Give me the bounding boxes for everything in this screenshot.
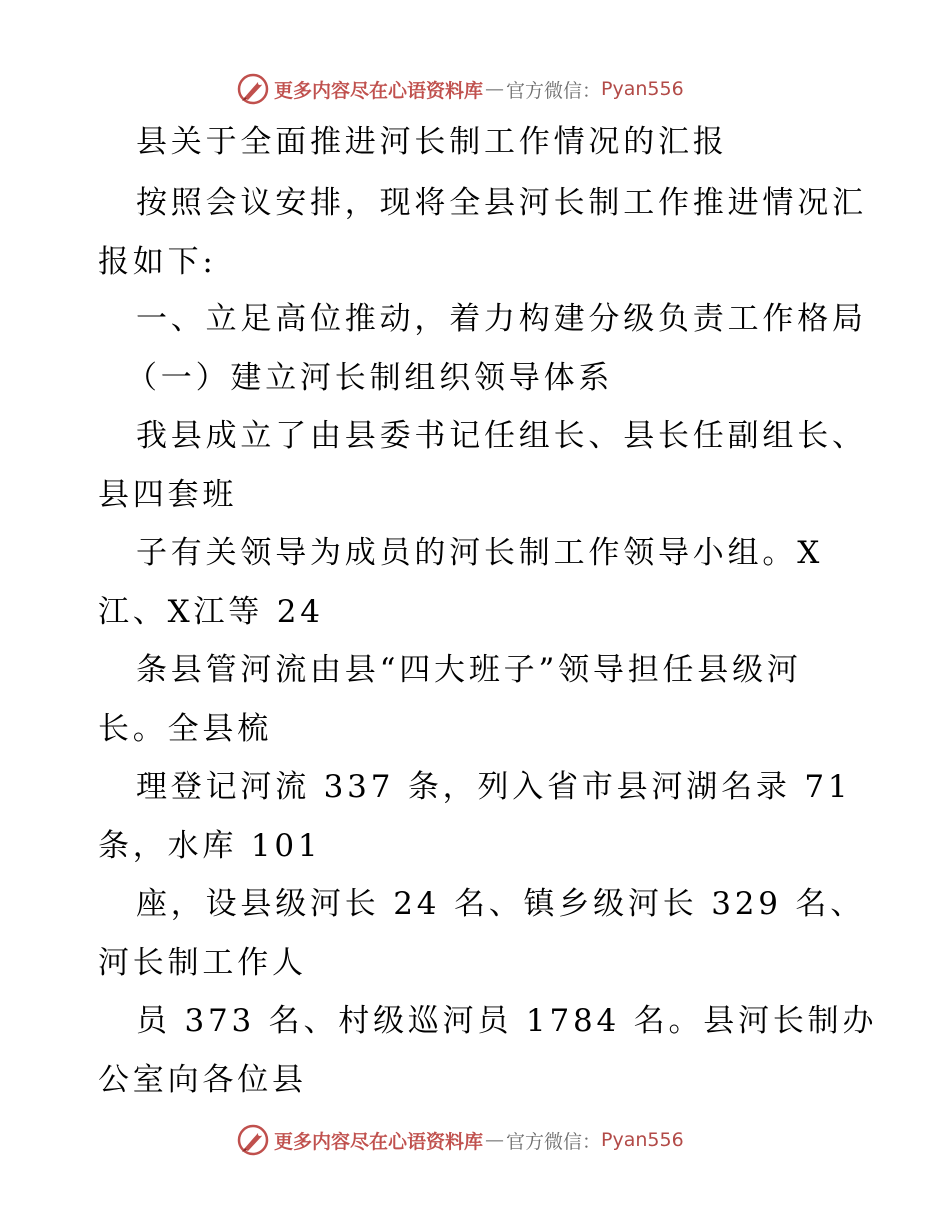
- watermark-text: 更多内容尽在心语资料库: [274, 1130, 484, 1153]
- body-line: 条县管河流由县“四大班子”领导担任县级河: [136, 652, 802, 688]
- body-line: 按照会议安排，现将全县河长制工作推进情况汇: [136, 185, 867, 221]
- watermark-colon: ：: [582, 1130, 602, 1153]
- watermark-official: 官方微信: [506, 1130, 583, 1153]
- document-title: 县关于全面推进河长制工作情况的汇报: [136, 124, 728, 160]
- watermark-id: Pyan556: [601, 78, 684, 100]
- body-line: 公室向各位县: [98, 1062, 307, 1098]
- body-line: 报如下:: [98, 244, 217, 280]
- body-line: 条，水库 101: [98, 828, 322, 864]
- body-line: 我县成立了由县委书记任组长、县长任副组长、: [136, 418, 867, 454]
- footer-watermark: [236, 1123, 684, 1157]
- subsection-heading: （一）建立河长制组织领导体系: [126, 360, 614, 396]
- body-line: 县四套班: [98, 477, 238, 513]
- body-line: 河长制工作人: [98, 945, 307, 981]
- watermark-official: 官方微信: [506, 79, 583, 102]
- body-line: 长。全县梳: [98, 711, 272, 747]
- pen-logo-icon: [236, 72, 270, 106]
- body-line: 江、X江等 24: [98, 594, 324, 630]
- watermark-dash: —: [485, 1129, 505, 1151]
- watermark-dash: —: [485, 78, 505, 100]
- body-line: 员 373 名、村级巡河员 1784 名。县河长制办: [136, 1003, 878, 1039]
- body-line: 理登记河流 337 条，列入省市县河湖名录 71: [136, 769, 852, 805]
- header-watermark: [236, 72, 684, 106]
- body-line: 子有关领导为成员的河长制工作领导小组。X: [136, 535, 824, 571]
- watermark-text: 更多内容尽在心语资料库: [274, 79, 484, 102]
- section-heading: 一、立足高位推动，着力构建分级负责工作格局: [136, 301, 867, 337]
- body-line: 座，设县级河长 24 名、镇乡级河长 329 名、: [136, 886, 866, 922]
- pen-logo-icon: [236, 1123, 270, 1157]
- watermark-id: Pyan556: [601, 1129, 684, 1151]
- watermark-colon: ：: [582, 79, 602, 102]
